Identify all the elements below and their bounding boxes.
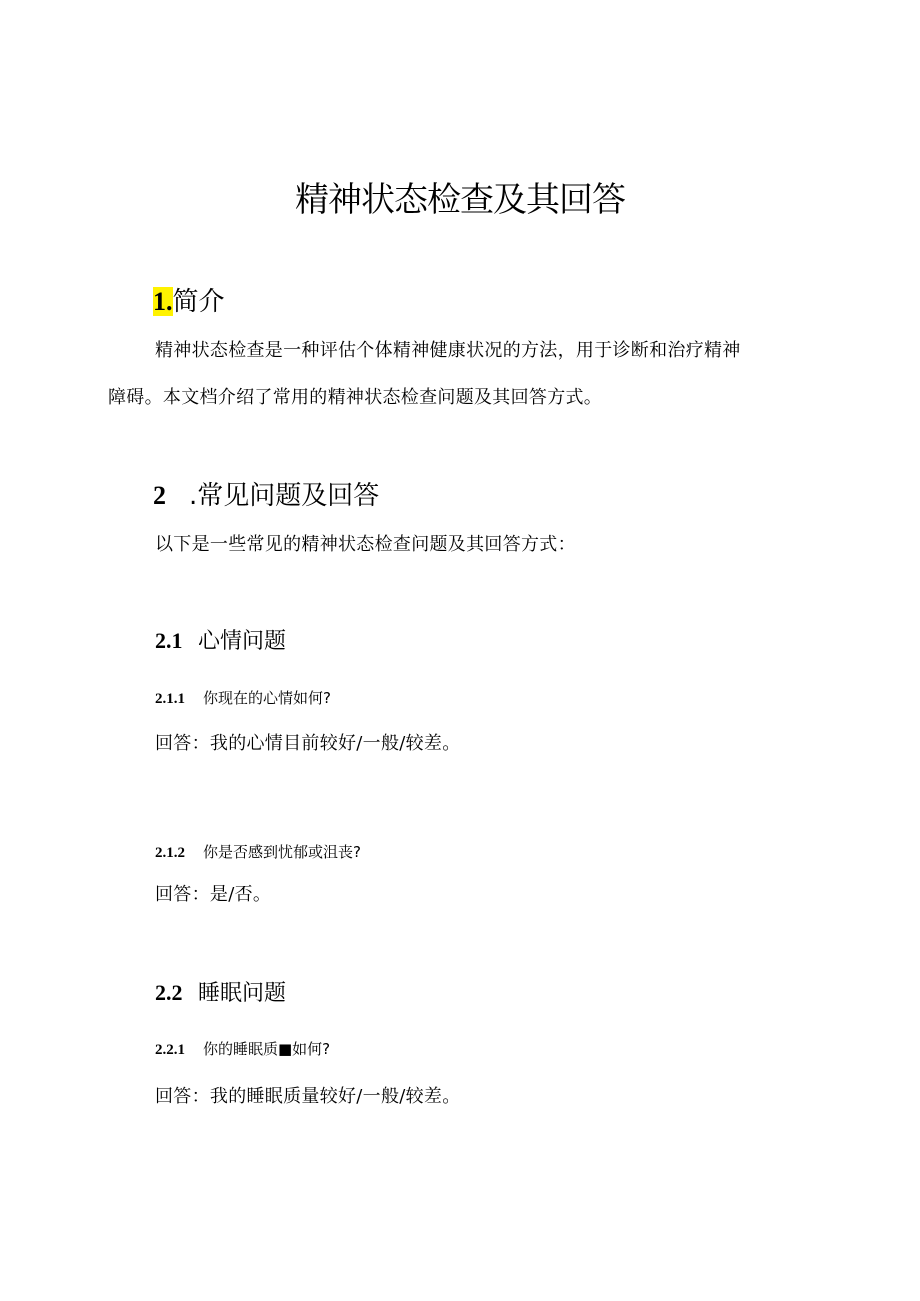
subsection-2-1-heading (155, 626, 286, 657)
section-2-intro: 以下是一些常见的精神状态检查问题及其回答方式： (155, 534, 576, 555)
subsection-number: 2.2 (155, 980, 183, 1005)
question-2-1-2 (155, 841, 361, 864)
document-title: 精神状态检查及其回答 (295, 180, 625, 220)
question-number: 2.2.1 (155, 1042, 185, 1058)
subsection-title: 心情问题 (198, 629, 287, 654)
section-title: .常见问题及回答 (189, 481, 380, 511)
question-2-1-1 (155, 687, 331, 710)
question-text: 你是否感到忧郁或沮丧? (203, 843, 361, 861)
subsection-title: 睡眠问题 (198, 981, 287, 1006)
answer-2-2-1: 回答：我的睡眠质量较好/一般/较差。 (155, 1086, 461, 1107)
answer-2-1-2: 回答：是/否。 (155, 884, 272, 905)
question-2-2-1 (155, 1038, 330, 1061)
intro-paragraph-line-1: 精神状态检查是一种评估个体精神健康状况的方法，用于诊断和治疗精神 (155, 340, 741, 361)
question-text: 你的睡眠质■如何? (203, 1040, 331, 1058)
section-2-heading (153, 478, 379, 514)
question-text: 你现在的心情如何? (203, 689, 331, 707)
section-number: 1. (153, 287, 173, 316)
subsection-number: 2.1 (155, 628, 183, 653)
subsection-2-2-heading (155, 978, 286, 1009)
section-title: 简介 (172, 287, 225, 317)
question-number: 2.1.1 (155, 691, 185, 707)
section-number: 2 (153, 481, 166, 510)
section-1-heading (153, 284, 225, 320)
question-number: 2.1.2 (155, 845, 185, 861)
intro-paragraph-line-2: 障碍。本文档介绍了常用的精神状态检查问题及其回答方式。 (108, 387, 603, 408)
answer-2-1-1: 回答：我的心情目前较好/一般/较差。 (155, 733, 461, 754)
